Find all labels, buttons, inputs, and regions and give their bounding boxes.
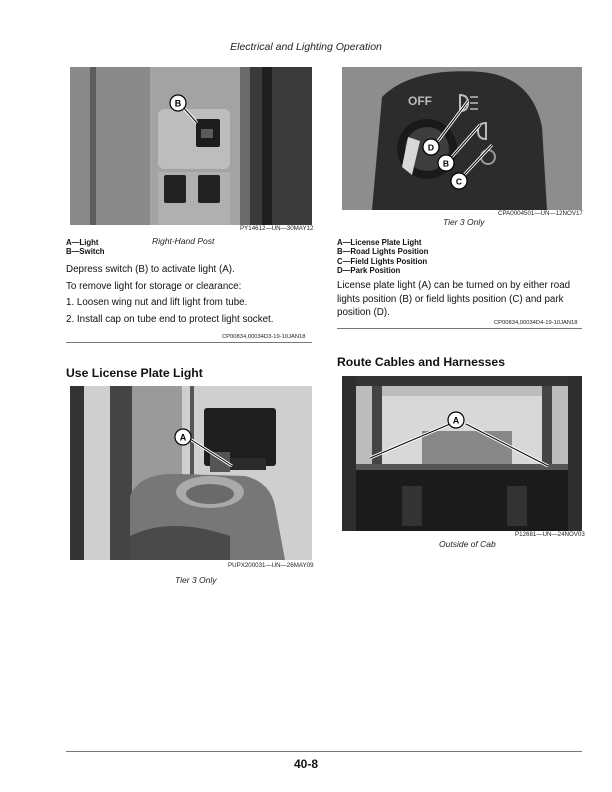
svg-text:D: D [427,142,435,153]
legend-item: B—Switch [66,247,105,257]
figure-caption: Tier 3 Only [443,217,485,227]
divider [337,328,582,329]
legend-item: C—Field Lights Position [337,256,428,266]
instruction-step: 1. Loosen wing nut and lift light from tube. [66,297,248,308]
figure-caption: Right-Hand Post [152,236,215,246]
reference-code: CP00834,00034D3-19-10JAN18 [222,334,306,340]
footer-divider [66,751,582,752]
divider [66,342,312,343]
figure-id: PUPX200031—UN—26MAY09 [228,562,314,569]
cab-exterior-photo [342,376,582,531]
svg-text:C: C [455,176,463,187]
right-hand-post-photo [70,67,312,225]
figure-id: PY14612—UN—30MAY12 [240,225,314,232]
legend-item: B—Road Lights Position [337,247,429,257]
switch-off-label: OFF [408,94,432,108]
description-paragraph: License plate light (A) can be turned on by either road lights position (B) or field lights position (C) and park position (D). [337,280,571,318]
legend-item: A—Light [66,238,99,247]
figure-caption: Tier 3 Only [175,575,217,585]
figure-caption: Outside of Cab [439,539,496,549]
svg-text:A: A [179,432,187,443]
legend [337,238,428,276]
reference-code: CP00834,00034D4-19-10JAN18 [494,320,578,326]
svg-text:B: B [442,158,450,169]
svg-text:B: B [174,98,182,109]
figure-id: P12681—UN—24NOV03 [515,531,585,538]
page-number: 40-8 [293,757,319,771]
legend [66,238,105,257]
instruction-text: To remove light for storage or clearance: [66,281,242,292]
section-title: Use License Plate Light [66,366,203,380]
light-switch-photo [342,67,582,210]
figure-id: CPA0004501—UN—12NOV17 [498,210,583,217]
instruction-step: 2. Install cap on tube end to protect light socket. [66,314,274,325]
instruction-text: Depress switch (B) to activate light (A). [66,264,235,275]
legend-item: A—License Plate Light [337,238,422,247]
section-title: Route Cables and Harnesses [337,355,505,369]
license-plate-light-photo [70,386,312,560]
legend-item: D—Park Position [337,266,401,276]
page-header: Electrical and Lighting Operation [230,41,382,53]
svg-text:A: A [452,415,460,426]
